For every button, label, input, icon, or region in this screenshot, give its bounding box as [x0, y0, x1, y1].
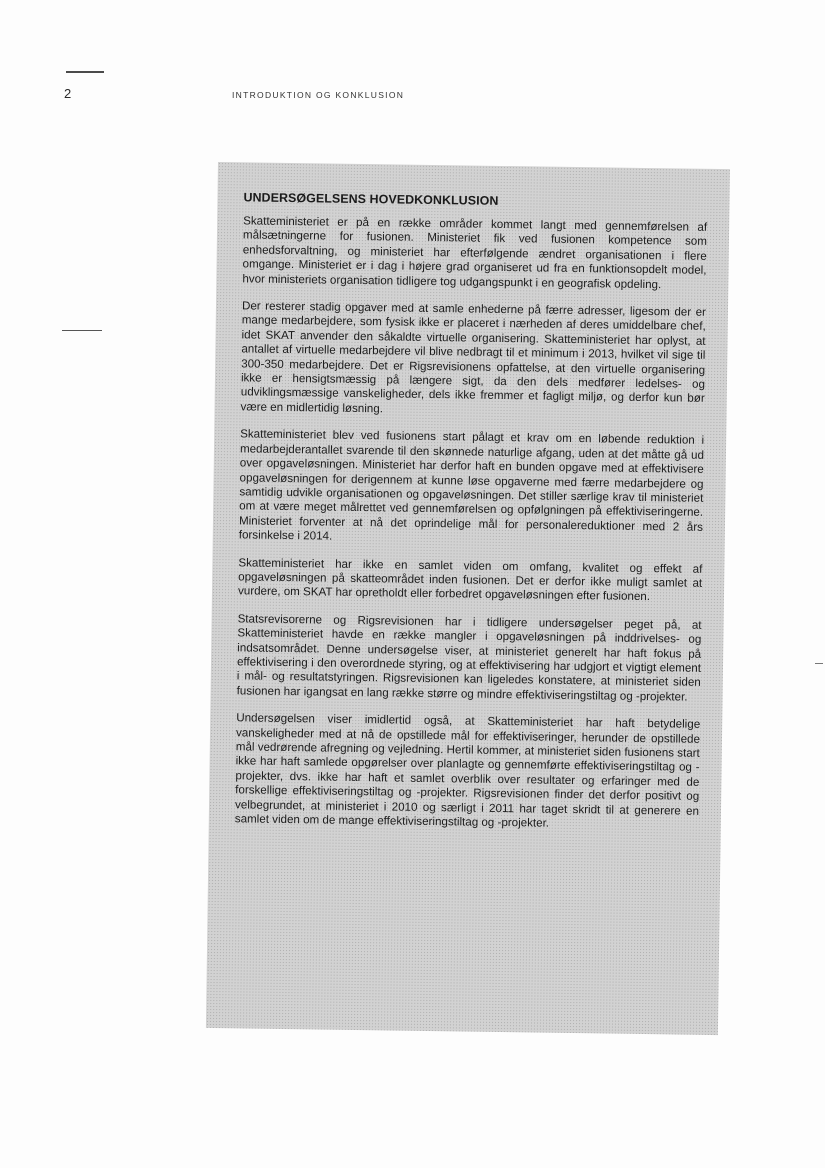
page-number: 2 [64, 86, 72, 101]
top-margin-rule [66, 71, 104, 73]
conclusion-paragraph: Skatteministeriet er på en række områder kommet langt med gennemførelsen af målsætningerne for fusionen. Ministeriet fik ved fusionen kompetence som enhedsforvaltning, og ministeriet har efterfølgende ændret organisationen i flere omgange. Ministeriet er i dag i højere grad organiseret ud fra en funktionsopdelt model, hvor ministeriets organisation tidligere tog udgangspunkt i en geografisk opdeling. [242, 214, 708, 291]
conclusion-paragraph: Undersøgelsen viser imidlertid også, at Skatteministeriet har haft betydelige vanskeligheder med at nå de opstillede mål for effektiviseringer, herunder de opstillede mål vedrørende afregning og vejledning. Hertil kommer, at ministeriet siden fusionens start ikke har haft samlede opgørelser over planlagte og gennemførte effektiviseringstiltag og -projekter, dvs. ikke har haft et samlet overblik over resultater og erfaringer med de forskellige effektiviseringstiltag og -projekter. Rigsrevisionen finder det derfor positivt og velbegrundet, at ministeriet i 2010 og særligt i 2011 har taget skridt til at generere en samlet viden om de mange effektiviseringstiltag og -projekter. [234, 711, 701, 830]
left-margin-rule [62, 330, 102, 331]
conclusion-paragraph: Statsrevisorerne og Rigsrevisionen har i tidligere undersøgelser peget på, at Skatteministeriet havde en række mangler i opgaveløsningen på inddrivelses- og indsatsområdet. Denne undersøgelse viser, at ministeriet generelt har haft fokus på effektivisering i den overordnede styring, og at effektivisering har udgjort et vigtigt element i mål- og resultatstyringen. Rigsrevisionen kan ligeledes konstatere, at ministeriet siden fusionen har igangsat en lang række større og mindre effektiviseringstiltag og -projekter. [236, 612, 702, 704]
running-head: INTRODUKTION OG KONKLUSION [232, 90, 405, 100]
conclusion-paragraph: Der resterer stadig opgaver med at samle enhederne på færre adresser, ligesom der er mange medarbejdere, som fysisk ikke er placeret i nærheden af deres umiddelbare chef, idet SKAT anvender den såkaldte virtuelle organisering. Skatteministeriet har oplyst, at antallet af virtuelle medarbejdere vil blive nedbragt til et minimum i 2013, hvilket vil sige til 300-350 medarbejdere. Det er Rigsrevisionens opfattelse, at den virtuelle organisering ikke er hensigtsmæssig på længere sigt, da den dels medfører ledelses- og udviklingsmæssige vanskeligheder, dels ikke fremmer et fagligt miljø, og derfor kun bør være en midlertidig løsning. [240, 299, 707, 416]
box-title: UNDERSØGELSENS HOVEDKONKLUSION [243, 190, 499, 208]
conclusion-paragraph: Skatteministeriet har ikke en samlet viden om omfang, kvalitet og effekt af opgaveløsningen på skatteområdet inden fusionen. Det er derfor ikke muligt samlet at vurdere, om SKAT har opretholdt eller forbedret opgaveløsningen efter fusionen. [237, 555, 703, 604]
conclusion-paragraph: Skatteministeriet blev ved fusionens start pålagt et krav om en løbende reduktion i medarbejderantallet svarende til den skønnede naturlige afgang, uden at det måtte gå ud over opgaveløsningen. Ministeriet har derfor haft en bunden opgave med at effektivisere opgaveløsningen for derigennem at kunne løse opgaverne med færre medarbejdere og samtidig udvikle organisationen og opgaveløsningen. Det stiller særlige krav til ministeriet om at være meget målrettet ved gennemførelsen og opfølgningen på effektiviseringerne. Ministeriet forventer at nå det oprindelige mål for personalereduktioner med 2 års forsinkelse i 2014. [238, 427, 705, 543]
right-margin-tick [815, 663, 823, 664]
main-conclusion-box [206, 162, 730, 1035]
